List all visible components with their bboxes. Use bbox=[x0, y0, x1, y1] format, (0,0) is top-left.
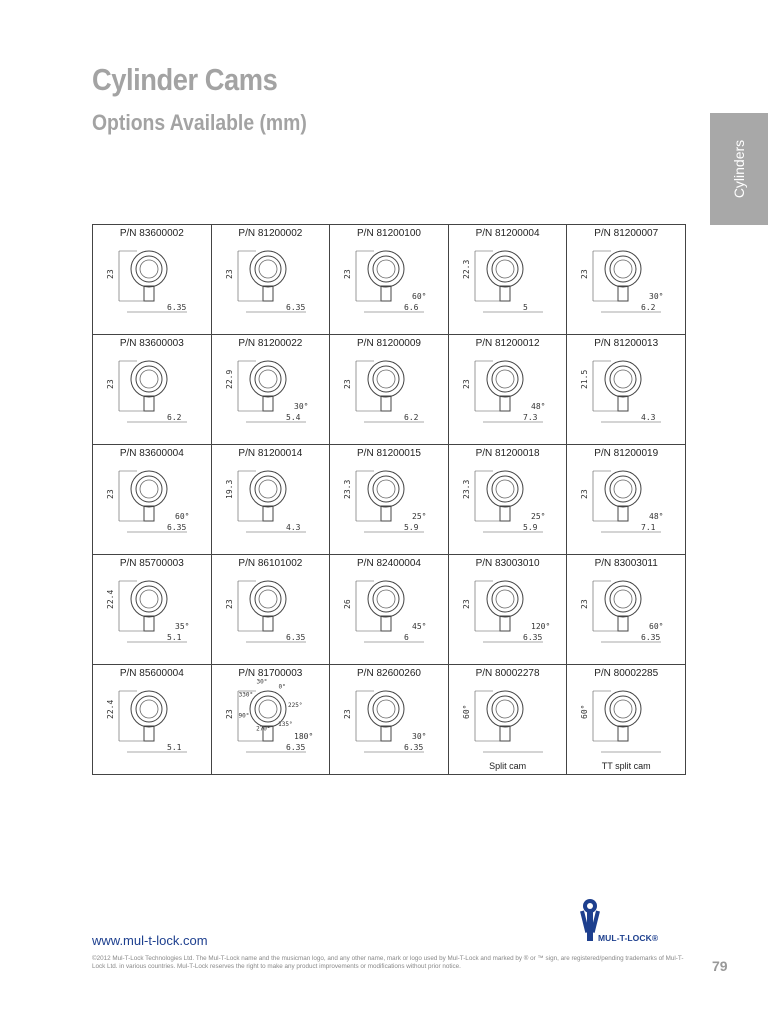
cam-cell bbox=[330, 335, 449, 445]
website-link[interactable]: www.mul-t-lock.com bbox=[92, 933, 208, 948]
cam-drawing bbox=[334, 239, 444, 329]
dimension-label: 23 bbox=[343, 379, 353, 389]
dimension-label: 23 bbox=[461, 599, 471, 609]
cam-row bbox=[93, 335, 686, 445]
dimension-label: 23 bbox=[106, 489, 115, 499]
page-subtitle: Options Available (mm) bbox=[92, 110, 307, 135]
dimension-label: 48° bbox=[649, 512, 664, 521]
dimension-label: 225° bbox=[287, 702, 303, 709]
cam-drawing bbox=[453, 459, 563, 549]
dimension-label: 30° bbox=[649, 292, 664, 301]
section-tab-cylinders[interactable] bbox=[710, 113, 768, 225]
dimension-label: 22.4 bbox=[106, 699, 115, 719]
dimension-label: 60° bbox=[580, 704, 590, 719]
dimension-label: 6.35 bbox=[285, 303, 305, 312]
cam-drawing bbox=[334, 679, 444, 769]
dimension-label: 5.1 bbox=[167, 743, 182, 752]
dimension-label: 25° bbox=[530, 512, 546, 521]
cam-cell bbox=[567, 445, 686, 555]
dimension-label: 23 bbox=[580, 599, 590, 609]
cam-cell bbox=[93, 445, 212, 555]
dimension-label: 6.35 bbox=[167, 303, 187, 312]
page-number: 79 bbox=[712, 958, 728, 974]
dimension-label: 6.35 bbox=[285, 743, 305, 752]
dimension-label: 23 bbox=[343, 269, 353, 279]
cam-row bbox=[93, 555, 686, 665]
part-number: P/N 81200007 bbox=[594, 228, 659, 239]
cam-cell bbox=[567, 225, 686, 335]
cam-drawing bbox=[216, 459, 326, 549]
cam-drawing bbox=[453, 569, 563, 659]
cam-drawing bbox=[97, 239, 207, 329]
cam-cell bbox=[93, 665, 212, 775]
dimension-label: 23 bbox=[106, 379, 115, 389]
cam-cell bbox=[567, 555, 686, 665]
cam-drawing bbox=[334, 569, 444, 659]
cam-drawing bbox=[216, 349, 326, 439]
dimension-label: 25° bbox=[412, 512, 427, 521]
dimension-label: 180° bbox=[293, 732, 313, 741]
dimension-label: 23.3 bbox=[461, 479, 471, 499]
cam-drawing bbox=[97, 349, 207, 439]
cam-options-table bbox=[92, 224, 686, 775]
dimension-label: 6.2 bbox=[167, 413, 182, 422]
dimension-label: 6.2 bbox=[641, 303, 656, 312]
page-title: Cylinder Cams bbox=[92, 62, 278, 97]
dimension-label: 45° bbox=[412, 622, 427, 631]
cam-caption: TT split cam bbox=[601, 761, 651, 771]
dimension-label: 60° bbox=[175, 512, 190, 521]
cam-cell bbox=[567, 335, 686, 445]
dimension-label: 6.6 bbox=[404, 303, 419, 312]
cam-row bbox=[93, 225, 686, 335]
part-number: P/N 81200012 bbox=[475, 338, 540, 349]
cam-cell bbox=[448, 445, 567, 555]
legal-notice: ©2012 Mul-T-Lock Technologies Ltd. The Mul-T-Lock name and the musicman logo, and any other name, mark or logo used by Mul-T-Lock and marked by ® or ™ sign, are registered/pending trademarks of Mul-T-Lock Ltd. in various countries. Mul-T-Lock reserves the right to make any product improvements or modifications without prior notice. bbox=[92, 955, 684, 970]
part-number: P/N 86101002 bbox=[238, 558, 303, 569]
dimension-label: 22.3 bbox=[461, 259, 471, 279]
dimension-label: 30° bbox=[256, 679, 267, 686]
part-number: P/N 81200018 bbox=[475, 448, 540, 459]
part-number: P/N 81700003 bbox=[238, 668, 303, 679]
dimension-label: 23 bbox=[224, 709, 234, 719]
cam-cell bbox=[448, 335, 567, 445]
part-number: P/N 81200004 bbox=[475, 228, 540, 239]
cam-cell bbox=[211, 225, 330, 335]
dimension-label: 60° bbox=[412, 292, 427, 301]
dimension-label: 270° bbox=[255, 725, 271, 733]
dimension-label: 6.35 bbox=[404, 743, 424, 752]
cam-drawing bbox=[334, 349, 444, 439]
dimension-label: 22.9 bbox=[224, 369, 234, 389]
dimension-label: 4.3 bbox=[641, 413, 656, 422]
dimension-label: 6.35 bbox=[522, 633, 543, 642]
part-number: P/N 83003011 bbox=[594, 558, 658, 569]
dimension-label: 6.35 bbox=[285, 633, 305, 642]
dimension-label: 35° bbox=[175, 622, 190, 631]
dimension-label: 4.3 bbox=[285, 523, 301, 532]
cam-cell bbox=[330, 555, 449, 665]
dimension-label: 60° bbox=[649, 622, 664, 631]
dimension-label: 23 bbox=[224, 269, 234, 279]
dimension-label: 23 bbox=[343, 709, 353, 719]
dimension-label: 23.3 bbox=[343, 479, 353, 499]
dimension-label: 23 bbox=[580, 489, 590, 499]
dimension-label: 30° bbox=[412, 732, 427, 741]
cam-cell bbox=[330, 665, 449, 775]
cam-row bbox=[93, 445, 686, 555]
dimension-label: 23 bbox=[580, 269, 590, 279]
cam-drawing bbox=[216, 239, 326, 329]
cam-cell bbox=[211, 555, 330, 665]
dimension-label: 23 bbox=[461, 379, 471, 389]
cam-cell bbox=[448, 665, 567, 775]
cam-drawing bbox=[453, 679, 563, 769]
part-number: P/N 83600003 bbox=[119, 338, 184, 349]
dimension-label: 6.35 bbox=[167, 523, 187, 532]
part-number: P/N 81200014 bbox=[238, 448, 303, 459]
cam-caption: Split cam bbox=[489, 761, 527, 771]
cam-drawing bbox=[453, 349, 563, 439]
dimension-label: 30° bbox=[293, 402, 309, 411]
dimension-label: 7.3 bbox=[522, 413, 538, 422]
dimension-label: 19.3 bbox=[224, 479, 234, 499]
cam-cell bbox=[330, 225, 449, 335]
dimension-label: 6 bbox=[404, 633, 410, 642]
part-number: P/N 82600260 bbox=[357, 668, 421, 679]
part-number: P/N 80002285 bbox=[594, 668, 659, 679]
cam-drawing bbox=[97, 459, 207, 549]
part-number: P/N 81200022 bbox=[238, 338, 303, 349]
cam-cell bbox=[211, 665, 330, 775]
part-number: P/N 80002278 bbox=[475, 668, 540, 679]
section-tab-label: Cylinders bbox=[731, 139, 747, 199]
dimension-label: 21.5 bbox=[580, 369, 590, 389]
dimension-label: 5.9 bbox=[404, 523, 419, 532]
dimension-label: 48° bbox=[530, 402, 546, 411]
dimension-label: 6.35 bbox=[641, 633, 661, 642]
cam-drawing bbox=[216, 679, 326, 769]
cam-cell bbox=[93, 335, 212, 445]
cam-drawing bbox=[571, 459, 681, 549]
part-number: P/N 83003010 bbox=[475, 558, 540, 569]
logo-wordmark: MUL-T-LOCK® bbox=[598, 933, 659, 943]
dimension-label: 23 bbox=[224, 599, 234, 609]
dimension-label: 7.1 bbox=[641, 523, 656, 532]
cam-cell bbox=[448, 555, 567, 665]
part-number: P/N 83600004 bbox=[119, 448, 184, 459]
dimension-label: 135° bbox=[277, 720, 293, 728]
dimension-label: 26 bbox=[343, 599, 353, 609]
part-number: P/N 81200019 bbox=[594, 448, 659, 459]
cam-cell bbox=[567, 665, 686, 775]
cam-cell bbox=[93, 555, 212, 665]
part-number: P/N 82400004 bbox=[357, 558, 421, 569]
dimension-label: 120° bbox=[530, 622, 551, 631]
cam-drawing bbox=[571, 679, 681, 769]
cam-drawing bbox=[216, 569, 326, 659]
cam-cell bbox=[93, 225, 212, 335]
dimension-label: 22.4 bbox=[106, 589, 115, 609]
part-number: P/N 81200009 bbox=[357, 338, 421, 349]
cam-drawing bbox=[97, 569, 207, 659]
dimension-label: 60° bbox=[461, 704, 471, 719]
dimension-label: 5.4 bbox=[285, 413, 301, 422]
cam-cell bbox=[330, 445, 449, 555]
part-number: P/N 81200013 bbox=[594, 338, 659, 349]
dimension-label: 330° bbox=[238, 691, 253, 699]
dimension-label: 5.9 bbox=[522, 523, 538, 532]
cam-drawing bbox=[571, 239, 681, 329]
part-number: P/N 81200100 bbox=[357, 228, 421, 239]
cam-drawing bbox=[571, 569, 681, 659]
cam-drawing bbox=[571, 349, 681, 439]
part-number: P/N 85700003 bbox=[119, 558, 184, 569]
cam-drawing bbox=[453, 239, 563, 329]
cam-drawing bbox=[97, 679, 207, 769]
cam-cell bbox=[448, 225, 567, 335]
cam-row bbox=[93, 665, 686, 775]
cam-drawing bbox=[334, 459, 444, 549]
dimension-label: 6.2 bbox=[404, 413, 419, 422]
dimension-label: 0° bbox=[278, 683, 286, 691]
dimension-label: 23 bbox=[106, 269, 115, 279]
cam-cell bbox=[211, 445, 330, 555]
dimension-label: 5 bbox=[522, 303, 528, 312]
cam-cell bbox=[211, 335, 330, 445]
part-number: P/N 81200002 bbox=[238, 228, 303, 239]
part-number: P/N 85600004 bbox=[119, 668, 184, 679]
part-number: P/N 83600002 bbox=[119, 228, 184, 239]
part-number: P/N 81200015 bbox=[357, 448, 421, 459]
dimension-label: 90° bbox=[238, 712, 249, 720]
dimension-label: 5.1 bbox=[167, 633, 182, 642]
